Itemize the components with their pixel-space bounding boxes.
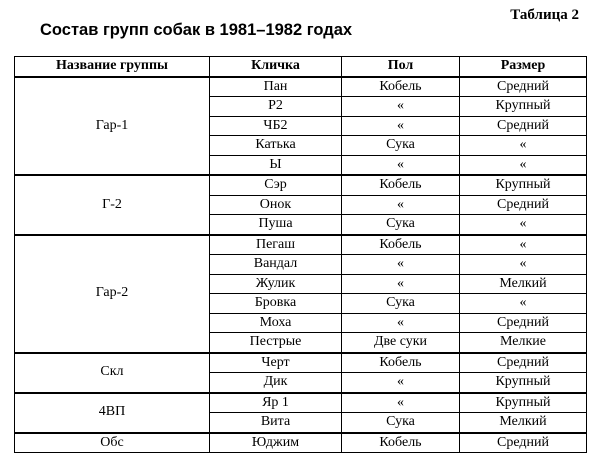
table-row xyxy=(15,175,587,195)
group-name-cell: Гар-2 xyxy=(15,235,210,353)
nickname-cell: Жулик xyxy=(210,274,342,294)
sex-cell: « xyxy=(342,274,460,294)
sex-cell: Сука xyxy=(342,215,460,235)
nickname-cell: Пуша xyxy=(210,215,342,235)
size-cell: Средний xyxy=(460,195,587,215)
size-cell: Крупный xyxy=(460,393,587,413)
header-size: Размер xyxy=(460,57,587,77)
nickname-cell: Пан xyxy=(210,77,342,97)
sex-cell: Сука xyxy=(342,413,460,433)
size-cell: « xyxy=(460,235,587,255)
size-cell: « xyxy=(460,255,587,275)
sex-cell: « xyxy=(342,195,460,215)
size-cell: Крупный xyxy=(460,175,587,195)
sex-cell: Кобель xyxy=(342,77,460,97)
table-body xyxy=(15,77,587,453)
table-row xyxy=(15,433,587,453)
header-nickname: Кличка xyxy=(210,57,342,77)
group-name-cell: Г-2 xyxy=(15,175,210,235)
sex-cell: « xyxy=(342,373,460,393)
sex-cell: « xyxy=(342,313,460,333)
nickname-cell: Онок xyxy=(210,195,342,215)
nickname-cell: Вита xyxy=(210,413,342,433)
dog-groups-table xyxy=(14,56,587,453)
sex-cell: Сука xyxy=(342,136,460,156)
sex-cell: « xyxy=(342,97,460,117)
nickname-cell: Катька xyxy=(210,136,342,156)
nickname-cell: Вандал xyxy=(210,255,342,275)
group-name-cell: Обс xyxy=(15,433,210,453)
sex-cell: Кобель xyxy=(342,235,460,255)
size-cell: Средний xyxy=(460,116,587,136)
nickname-cell: Р2 xyxy=(210,97,342,117)
sex-cell: Кобель xyxy=(342,175,460,195)
size-cell: Средний xyxy=(460,353,587,373)
nickname-cell: Ы xyxy=(210,155,342,175)
sex-cell: « xyxy=(342,255,460,275)
header-group-name: Название группы xyxy=(15,57,210,77)
sex-cell: Кобель xyxy=(342,353,460,373)
nickname-cell: Моха xyxy=(210,313,342,333)
sex-cell: « xyxy=(342,155,460,175)
sex-cell: Сука xyxy=(342,294,460,314)
page-title: Состав групп собак в 1981–1982 годах xyxy=(40,21,353,39)
sex-cell: « xyxy=(342,393,460,413)
table-row xyxy=(15,235,587,255)
size-cell: Средний xyxy=(460,433,587,453)
size-cell: Крупный xyxy=(460,373,587,393)
header-row xyxy=(15,57,587,77)
size-cell: Крупный xyxy=(460,97,587,117)
table-row xyxy=(15,353,587,373)
header-sex: Пол xyxy=(342,57,460,77)
table-row xyxy=(15,393,587,413)
size-cell: « xyxy=(460,215,587,235)
nickname-cell: Пегаш xyxy=(210,235,342,255)
size-cell: « xyxy=(460,136,587,156)
nickname-cell: Дик xyxy=(210,373,342,393)
nickname-cell: ЧБ2 xyxy=(210,116,342,136)
group-name-cell: Гар-1 xyxy=(15,77,210,176)
size-cell: Мелкий xyxy=(460,413,587,433)
sex-cell: « xyxy=(342,116,460,136)
size-cell: « xyxy=(460,294,587,314)
size-cell: Средний xyxy=(460,313,587,333)
table-label: Таблица 2 xyxy=(510,7,579,23)
table-row xyxy=(15,77,587,97)
group-name-cell: Скл xyxy=(15,353,210,393)
nickname-cell: Яр 1 xyxy=(210,393,342,413)
nickname-cell: Бровка xyxy=(210,294,342,314)
sex-cell: Кобель xyxy=(342,433,460,453)
size-cell: Средний xyxy=(460,77,587,97)
nickname-cell: Юджим xyxy=(210,433,342,453)
nickname-cell: Черт xyxy=(210,353,342,373)
sex-cell: Две суки xyxy=(342,333,460,353)
size-cell: « xyxy=(460,155,587,175)
nickname-cell: Пестрые xyxy=(210,333,342,353)
group-name-cell: 4ВП xyxy=(15,393,210,433)
nickname-cell: Сэр xyxy=(210,175,342,195)
size-cell: Мелкие xyxy=(460,333,587,353)
size-cell: Мелкий xyxy=(460,274,587,294)
